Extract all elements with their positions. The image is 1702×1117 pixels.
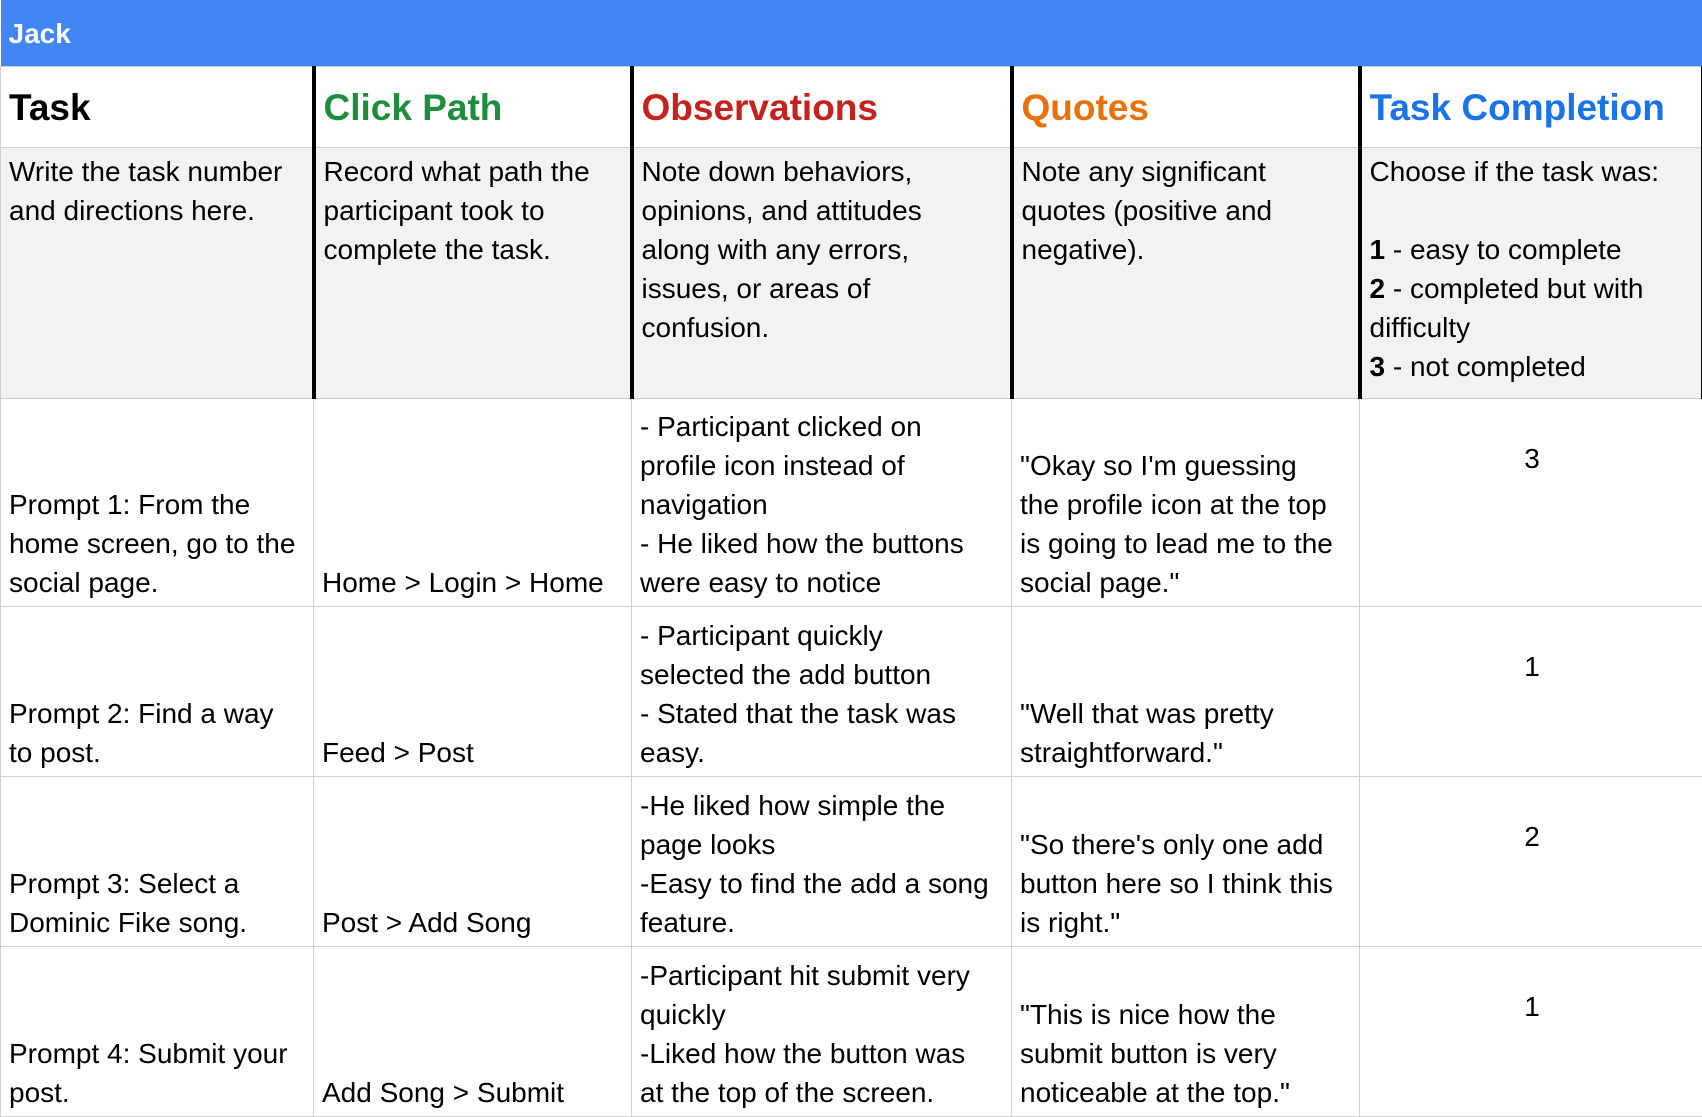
instructions-task-line: and directions here. [9, 191, 306, 230]
click-path-cell[interactable]: Feed > Post [314, 607, 632, 777]
obs-line: -He liked how simple the [640, 786, 1005, 825]
completion-option-2-cont: difficulty [1370, 308, 1695, 347]
obs-line: easy. [640, 733, 1005, 772]
obs-line: were easy to notice [640, 563, 1005, 602]
instructions-quotes-cell[interactable] [1012, 148, 1360, 399]
quote-line: "This is nice how the [1020, 995, 1353, 1034]
sheet-title-cell[interactable] [1, 0, 1702, 67]
obs-line: selected the add button [640, 655, 1005, 694]
quote-line: straightforward." [1020, 733, 1353, 772]
obs-line: quickly [640, 995, 1005, 1034]
instructions-task-line: Write the task number [9, 152, 306, 191]
task-line: Dominic Fike song. [9, 903, 307, 942]
table-row [1, 777, 1702, 947]
completion-cell[interactable]: 2 [1360, 777, 1702, 947]
header-click-path[interactable]: Click Path [314, 67, 632, 148]
obs-line: feature. [640, 903, 1005, 942]
instructions-obs-line: issues, or areas of [642, 269, 1004, 308]
instructions-obs-line: confusion. [642, 308, 1004, 347]
instructions-quotes-line: negative). [1022, 230, 1352, 269]
quote-line: social page." [1020, 563, 1353, 602]
task-cell[interactable] [1, 399, 314, 607]
task-line: social page. [9, 563, 307, 602]
option-number: 1 [1370, 234, 1386, 265]
instructions-obs-line: along with any errors, [642, 230, 1004, 269]
obs-line: navigation [640, 485, 1005, 524]
instructions-click-path-cell[interactable] [314, 148, 632, 399]
task-line: Prompt 1: From the [9, 485, 307, 524]
option-text: - not completed [1385, 351, 1586, 382]
header-task-completion[interactable]: Task Completion [1360, 67, 1702, 148]
quotes-cell[interactable] [1012, 399, 1360, 607]
instructions-obs-line: opinions, and attitudes [642, 191, 1004, 230]
quote-line: "Well that was pretty [1020, 694, 1353, 733]
task-line: to post. [9, 733, 307, 772]
task-cell[interactable] [1, 947, 314, 1117]
instructions-observations-cell[interactable] [632, 148, 1012, 399]
task-line: Prompt 3: Select a [9, 864, 307, 903]
completion-cell[interactable]: 3 [1360, 399, 1702, 607]
completion-option-3 [1370, 347, 1695, 386]
quote-line: the profile icon at the top [1020, 485, 1353, 524]
instructions-click-line: complete the task. [324, 230, 624, 269]
completion-spacer [1370, 191, 1695, 230]
instructions-quotes-line: quotes (positive and [1022, 191, 1352, 230]
instructions-quotes-line: Note any significant [1022, 152, 1352, 191]
quotes-cell[interactable] [1012, 777, 1360, 947]
table-row [1, 399, 1702, 607]
observations-cell[interactable] [632, 607, 1012, 777]
instructions-task-cell[interactable] [1, 148, 314, 399]
obs-line: - Participant clicked on [640, 407, 1005, 446]
task-line: home screen, go to the [9, 524, 307, 563]
obs-line: - He liked how the buttons [640, 524, 1005, 563]
table-row [1, 947, 1702, 1117]
sheet-title: Jack [9, 18, 71, 49]
quote-line: noticeable at the top." [1020, 1073, 1353, 1112]
instructions-obs-line: Note down behaviors, [642, 152, 1004, 191]
click-path-cell[interactable]: Add Song > Submit [314, 947, 632, 1117]
instructions-click-line: Record what path the [324, 152, 624, 191]
completion-intro: Choose if the task was: [1370, 152, 1695, 191]
instructions-completion-cell[interactable] [1360, 148, 1702, 399]
click-path-cell[interactable]: Post > Add Song [314, 777, 632, 947]
obs-line: -Easy to find the add a song [640, 864, 1005, 903]
quote-line: "Okay so I'm guessing [1020, 446, 1353, 485]
header-observations[interactable]: Observations [632, 67, 1012, 148]
instructions-row [1, 148, 1702, 399]
task-cell[interactable] [1, 777, 314, 947]
option-text: - easy to complete [1385, 234, 1622, 265]
quote-line: submit button is very [1020, 1034, 1353, 1073]
title-row [1, 0, 1702, 67]
completion-option-2 [1370, 269, 1695, 308]
task-cell[interactable] [1, 607, 314, 777]
option-text: - completed but with [1385, 273, 1643, 304]
quote-line: is right." [1020, 903, 1353, 942]
obs-line: at the top of the screen. [640, 1073, 1005, 1112]
obs-line: - Stated that the task was [640, 694, 1005, 733]
quote-line: is going to lead me to the [1020, 524, 1353, 563]
quote-line: button here so I think this [1020, 864, 1353, 903]
observations-cell[interactable] [632, 777, 1012, 947]
observations-cell[interactable] [632, 947, 1012, 1117]
obs-line: -Liked how the button was [640, 1034, 1005, 1073]
header-task[interactable]: Task [1, 67, 314, 148]
completion-cell[interactable]: 1 [1360, 947, 1702, 1117]
header-quotes[interactable]: Quotes [1012, 67, 1360, 148]
completion-cell[interactable]: 1 [1360, 607, 1702, 777]
quote-line: "So there's only one add [1020, 825, 1353, 864]
obs-line: - Participant quickly [640, 616, 1005, 655]
option-number: 2 [1370, 273, 1386, 304]
obs-line: profile icon instead of [640, 446, 1005, 485]
table-row [1, 607, 1702, 777]
task-line: Prompt 4: Submit your [9, 1034, 307, 1073]
completion-option-1 [1370, 230, 1695, 269]
quotes-cell[interactable] [1012, 607, 1360, 777]
obs-line: -Participant hit submit very [640, 956, 1005, 995]
instructions-click-line: participant took to [324, 191, 624, 230]
option-number: 3 [1370, 351, 1386, 382]
obs-line: page looks [640, 825, 1005, 864]
task-line: Prompt 2: Find a way [9, 694, 307, 733]
header-row [1, 67, 1702, 148]
click-path-cell[interactable]: Home > Login > Home [314, 399, 632, 607]
observations-cell[interactable] [632, 399, 1012, 607]
task-line: post. [9, 1073, 307, 1112]
quotes-cell[interactable] [1012, 947, 1360, 1117]
